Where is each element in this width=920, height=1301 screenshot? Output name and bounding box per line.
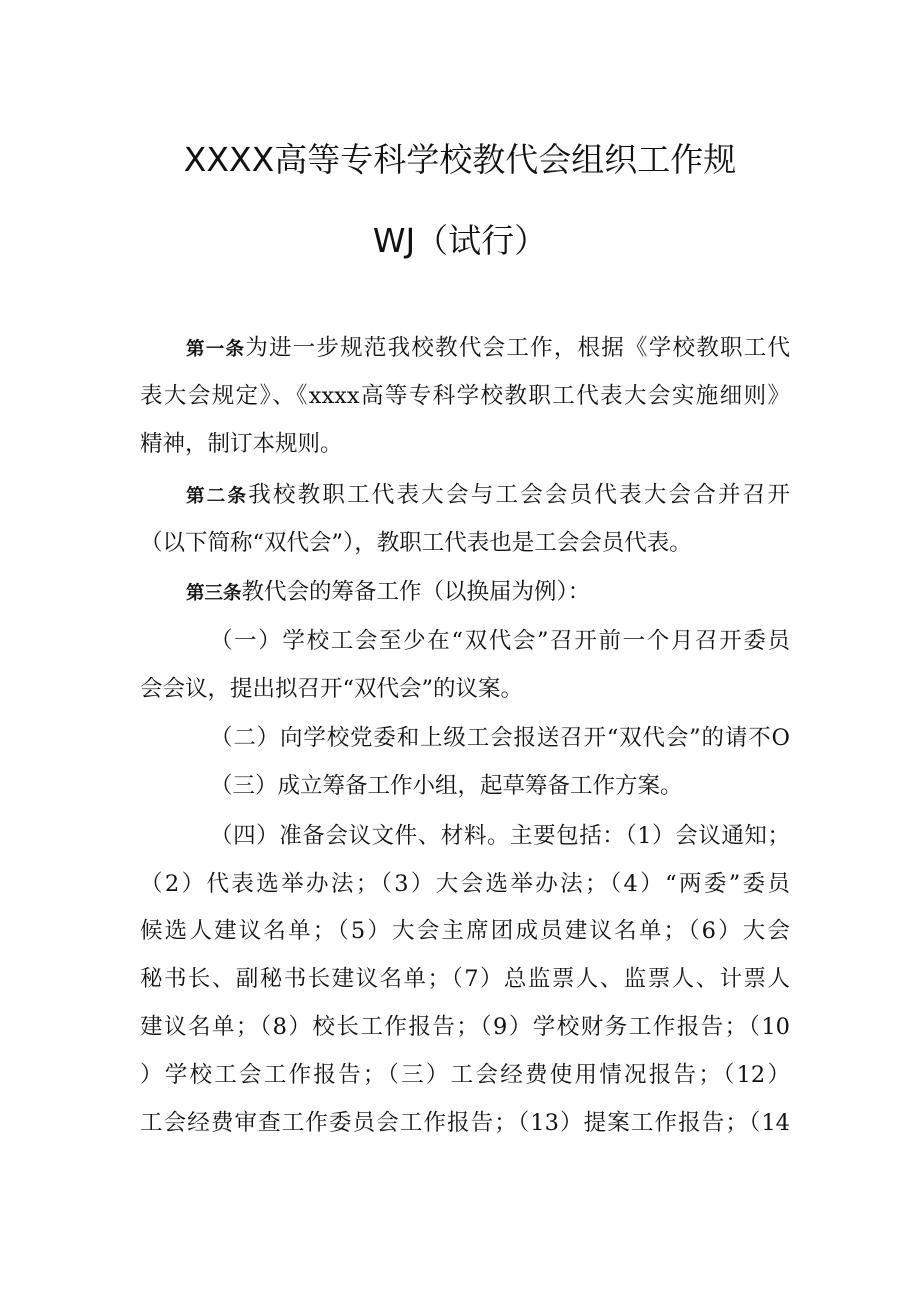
article-1-line-3: 精神，制订本规则。: [140, 431, 343, 457]
item-4-line-4: 秘书长、副秘书长建议名单；（7）总监票人、监票人、计票人: [140, 966, 790, 992]
article-text: 教代会的筹备工作（以换届为例）：: [241, 579, 591, 605]
item-2-line-1: （二）向学校党委和上级工会报送召开“双代会”的请不O: [210, 725, 790, 751]
item-4-line-7: 工会经费审查工作委员会工作报告；（13）提案工作报告；（14: [140, 1110, 790, 1136]
article-2-line-2: （以下简称“双代会”），教职工代表也是工会会员代表。: [140, 530, 692, 556]
item-1-line-1: （一）学校工会至少在“双代会”召开前一个月召开委员: [210, 628, 790, 654]
article-label: 第二条: [186, 486, 249, 507]
article-text: 我校教职工代表大会与工会会员代表大会合并召开: [248, 482, 790, 508]
item-4-line-5: 建议名单；（8）校长工作报告；（9）学校财务工作报告；（10: [140, 1014, 790, 1040]
item-4-line-3: 候选人建议名单；（5）大会主席团成员建议名单；（6）大会: [140, 918, 790, 944]
article-1-line-1: [186, 331, 790, 365]
item-1-line-2: 会会议，提出拟召开“双代会”的议案。: [140, 676, 524, 702]
article-2-line-1: [186, 478, 790, 512]
document-title-line-2: WJ（试行）: [372, 221, 548, 260]
article-3-line-1: [186, 575, 790, 609]
article-label: 第三条: [186, 583, 242, 604]
article-label: 第一条: [186, 339, 246, 360]
article-1-line-2: 表大会规定》、《xxxx高等专科学校教职工代表大会实施细则》: [140, 383, 790, 409]
article-text: 为进一步规范我校教代会工作，根据《学校教职工代: [245, 335, 790, 361]
item-4-line-6: ）学校工会工作报告；（三）工会经费使用情况报告；（12）: [140, 1062, 790, 1088]
document-title-line-1: XXXX高等专科学校教代会组织工作规: [183, 140, 737, 179]
item-3-line-1: （三）成立筹备工作小组，起草筹备工作方案。: [210, 773, 683, 799]
item-4-line-1: （四）准备会议文件、材料。主要包括：（1）会议通知；: [210, 823, 790, 849]
item-4-line-2: （2）代表选举办法；（3）大会选举办法；（4）“两委”委员: [140, 871, 790, 897]
